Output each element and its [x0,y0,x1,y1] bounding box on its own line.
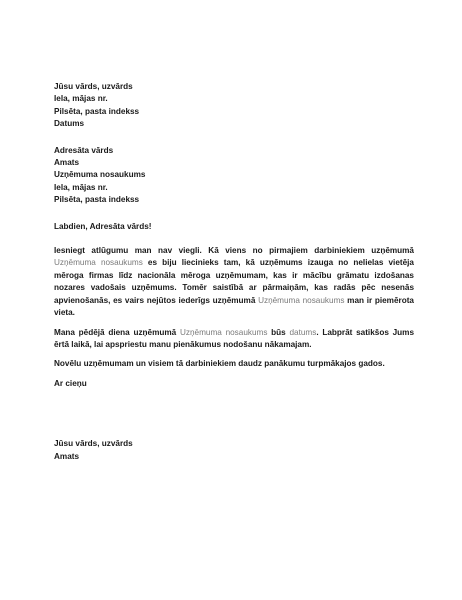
body-paragraph-1 [54,245,414,319]
company-placeholder: Uzņēmuma nosaukums [54,258,143,268]
company-placeholder: Uzņēmuma nosaukums [179,327,268,337]
sender-street: Iela, mājas nr. [54,94,108,104]
letter-date: Datums [54,119,85,129]
signature-title: Amats [54,451,80,461]
recipient-company: Uzņēmuma nosaukums [54,170,146,180]
signature-block [54,438,414,463]
letter-content [54,81,414,463]
sender-name: Jūsu vārds, uzvārds [54,82,133,91]
sender-city-zip: Pilsēta, pasta indekss [54,106,140,116]
recipient-city-zip: Pilsēta, pasta indekss [54,195,140,205]
body-paragraph-3: Novēlu uzņēmumam un visiem tā darbiniekiem daudz panākumu turpmākajos gados. [54,359,385,369]
spacer [54,233,414,245]
p2-text-before: Mana pēdējā diena uzņēmumā [54,327,180,337]
signature-space [54,390,414,438]
spacer [54,207,414,221]
company-placeholder: Uzņēmuma nosaukums [258,295,345,305]
recipient-name: Adresāta vārds [54,145,114,155]
p2-text-after: . Labprāt satikšos Jums ērtā laikā, lai apspriestu manu pienākumus nodošanu nākamajam. [54,327,414,349]
closing: Ar cieņu [54,378,87,388]
signature-name: Jūsu vārds, uzvārds [54,439,133,449]
greeting: Labdien, Adresāta vārds! [54,221,152,231]
recipient-street: Iela, mājas nr. [54,182,108,192]
recipient-address-block [54,145,414,207]
sender-address-block [54,81,414,131]
recipient-title: Amats [54,158,80,168]
body-paragraph-2 [54,327,414,352]
p1-text-after: es biju liecinieks tam, kā uzņēmums izauga no nelielas vietēja mēroga firmas līdz nacionāla mēroga uzņēmumam, kas ir mācību grāmatu izdošanas nozares vadošais uzņēmums. Tomēr saistībā ar pārmaiņām, kas radās pēc nesenās apvienošanās, es vairs nejūtos iederīgs uzņēmumā [54,258,414,305]
spacer [54,131,414,145]
p1-text-end: man ir piemērota vieta. [54,295,414,318]
p2-text-mid: būs [267,327,290,337]
date-placeholder: datums [289,327,317,337]
p1-text-before: Iesniegt atlūgumu man nav viegli. Kā viens no pirmajiem darbiniekiem uzņēmumā [54,246,414,256]
